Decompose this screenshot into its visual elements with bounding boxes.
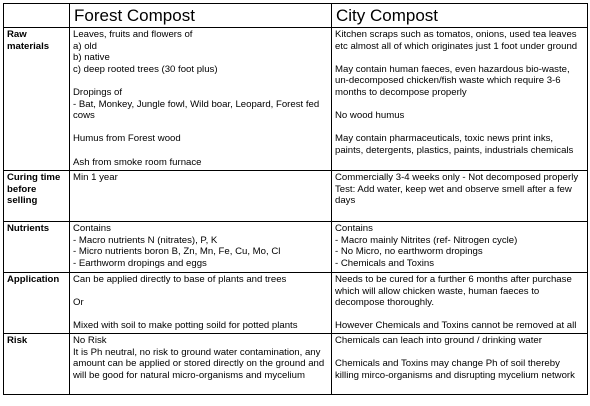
blank-line xyxy=(335,122,584,134)
cell-text-line: - No Micro, no earthworm dropings xyxy=(335,246,483,258)
forest-cell-application xyxy=(70,273,332,334)
table-row-curing-time xyxy=(4,171,588,222)
blank-line xyxy=(73,145,328,157)
cell-text-line: However Chemicals and Toxins cannot be removed at all xyxy=(335,320,577,332)
city-cell-risk xyxy=(332,334,588,395)
blank-line xyxy=(335,309,584,321)
blank-line xyxy=(73,122,328,134)
cell-text-line: Or xyxy=(73,297,84,309)
cell-text-line: Mixed with soil to make potting soild for potted plants xyxy=(73,320,298,332)
table-row-application xyxy=(4,273,588,334)
blank-line xyxy=(73,286,328,298)
cell-text-line: - Macro nutrients N (nitrates), P, K xyxy=(73,234,218,246)
cell-text-line: - Earthworm dropings and eggs xyxy=(73,257,207,269)
blank-line xyxy=(335,347,584,359)
cell-text-line: May contain pharmaceuticals, toxic news print inks, paints, detergents, plastics, paints, industrials chemicals xyxy=(335,133,574,156)
cell-text-line: Needs to be cured for a further 6 months after purchase which will allow chicken waste, human faeces to decompose thoroughly. xyxy=(335,274,572,309)
cell-text-line: a) old xyxy=(73,40,97,52)
city-cell-raw-materials xyxy=(332,28,588,171)
table-row-nutrients xyxy=(4,222,588,273)
cell-text-line: Test: Add water, keep wet and observe smell after a few days xyxy=(335,183,572,207)
cell-text-line: May contain human faeces, even hazardous bio-waste, un-decomposed chicken/fish waste which require 3-6 months to decompose properly xyxy=(335,63,570,98)
city-compost-heading: City Compost xyxy=(332,4,588,28)
cell-text-line: Contains xyxy=(335,223,373,234)
row-label-curing-time: Curing time before selling xyxy=(4,171,70,222)
cell-text-line: It is Ph neutral, no risk to ground water contamination, any amount can be applied or stored directly on the ground and will be good for natural micro-organisms and mycelium xyxy=(73,346,325,381)
cell-text-line: Chemicals and Toxins may change Ph of soil thereby killing mirco-organisms and disrupting mycelium network xyxy=(335,358,575,381)
blank-line xyxy=(73,309,328,321)
row-label-risk: Risk xyxy=(4,334,70,395)
cell-text-line: - Macro mainly Nitrites (ref- Nitrogen cycle) xyxy=(335,234,518,246)
cell-text-line: No Risk xyxy=(73,335,107,346)
header-row xyxy=(4,4,588,28)
comparison-table xyxy=(3,3,588,395)
forest-cell-nutrients xyxy=(70,222,332,273)
city-cell-application xyxy=(332,273,588,334)
forest-cell-risk xyxy=(70,334,332,395)
cell-text-line: Contains xyxy=(73,223,111,234)
cell-text-line: - Bat, Monkey, Jungle fowl, Wild boar, Leopard, Forest fed cows xyxy=(73,98,320,122)
row-label-nutrients: Nutrients xyxy=(4,222,70,273)
cell-text-line: Can be applied directly to base of plants and trees xyxy=(73,274,287,285)
city-cell-nutrients xyxy=(332,222,588,273)
cell-text-line: No wood humus xyxy=(335,110,405,122)
forest-cell-raw-materials xyxy=(70,28,332,171)
cell-text-line: Ash from smoke room furnace xyxy=(73,156,202,168)
table-row-risk xyxy=(4,334,588,395)
forest-compost-heading: Forest Compost xyxy=(70,4,332,28)
cell-text-line: Leaves, fruits and flowers of xyxy=(73,29,193,40)
blank-line xyxy=(73,75,328,87)
cell-text-line: Dropings of xyxy=(73,86,123,98)
cell-text-line: Min 1 year xyxy=(73,172,118,183)
cell-text-line: - Chemicals and Toxins xyxy=(335,257,435,269)
cell-text-line: - Micro nutrients boron B, Zn, Mn, Fe, Cu, Mo, Cl xyxy=(73,246,281,258)
cell-text-line: Kitchen scraps such as tomatos, onions, used tea leaves etc almost all of which originates just 1 foot under ground xyxy=(335,29,578,52)
cell-text-line: b) native xyxy=(73,52,110,64)
row-label-application: Application xyxy=(4,273,70,334)
cell-text-line: Commercially 3-4 weeks only - Not decomposed properly xyxy=(335,172,579,183)
row-label-raw-materials: Raw materials xyxy=(4,28,70,171)
cell-text-line: Humus from Forest wood xyxy=(73,133,181,145)
blank-line xyxy=(335,99,584,111)
cell-text-line: Chemicals can leach into ground / drinking water xyxy=(335,335,542,346)
header-corner-cell xyxy=(4,4,70,28)
cell-text-line: c) deep rooted trees (30 foot plus) xyxy=(73,63,218,75)
table-row-raw-materials xyxy=(4,28,588,171)
forest-cell-curing-time xyxy=(70,171,332,222)
blank-line xyxy=(335,52,584,64)
city-cell-curing-time xyxy=(332,171,588,222)
